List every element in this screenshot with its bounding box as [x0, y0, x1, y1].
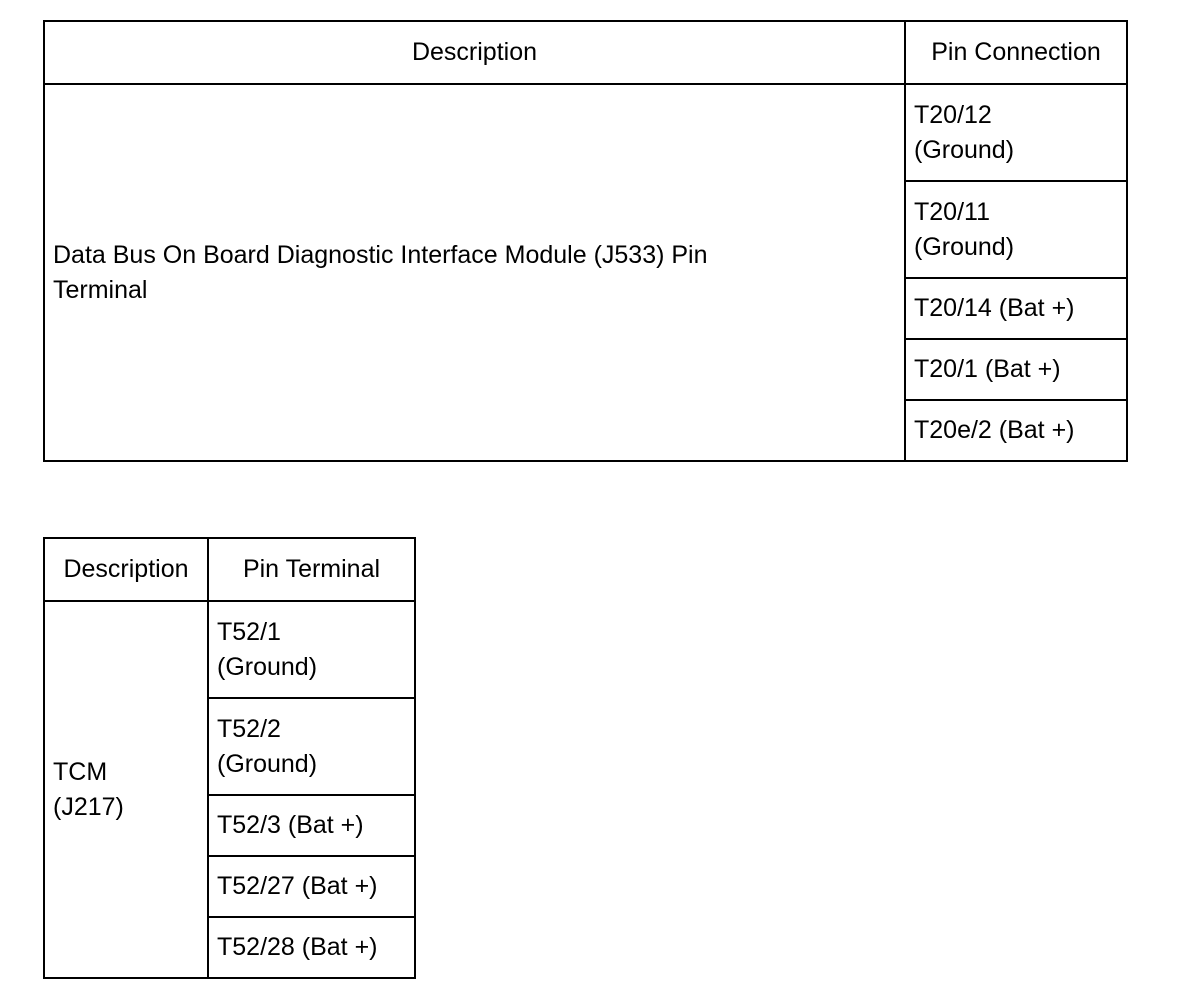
description-header: Description [44, 538, 208, 601]
table-header-row [44, 21, 1127, 84]
module-description-line: (J217) [53, 792, 124, 821]
table-row [44, 601, 415, 698]
pin-cell: T20/14 (Bat +) [905, 278, 1127, 339]
j533-pin-table [43, 20, 1128, 462]
pin-id: T52/1 [217, 617, 281, 646]
pin-cell: T52/27 (Bat +) [208, 856, 415, 917]
table-row [44, 84, 1127, 181]
tcm-pin-table [43, 537, 416, 979]
pin-terminal-header: Pin Terminal [208, 538, 415, 601]
pin-cell [208, 698, 415, 795]
module-description-line: Terminal [53, 275, 148, 304]
pin-type: (Ground) [217, 749, 318, 778]
pin-connection-header: Pin Connection [905, 21, 1127, 84]
module-description-line: TCM [53, 757, 108, 786]
pin-cell [905, 84, 1127, 181]
pin-cell: T52/3 (Bat +) [208, 795, 415, 856]
pin-type: (Ground) [217, 652, 318, 681]
pin-cell: T20/1 (Bat +) [905, 339, 1127, 400]
pin-cell [208, 601, 415, 698]
pin-cell: T52/28 (Bat +) [208, 917, 415, 978]
pin-cell [905, 181, 1127, 278]
module-description-cell [44, 84, 905, 461]
module-description-line: Data Bus On Board Diagnostic Interface Module (J533) Pin [53, 240, 708, 269]
pin-type: (Ground) [914, 232, 1015, 261]
description-header: Description [44, 21, 905, 84]
table-header-row [44, 538, 415, 601]
pin-id: T20/12 [914, 100, 992, 129]
pin-type: (Ground) [914, 135, 1015, 164]
pin-id: T20/11 [914, 197, 990, 226]
pin-id: T52/2 [217, 714, 281, 743]
module-description-cell [44, 601, 208, 978]
pin-cell: T20e/2 (Bat +) [905, 400, 1127, 461]
